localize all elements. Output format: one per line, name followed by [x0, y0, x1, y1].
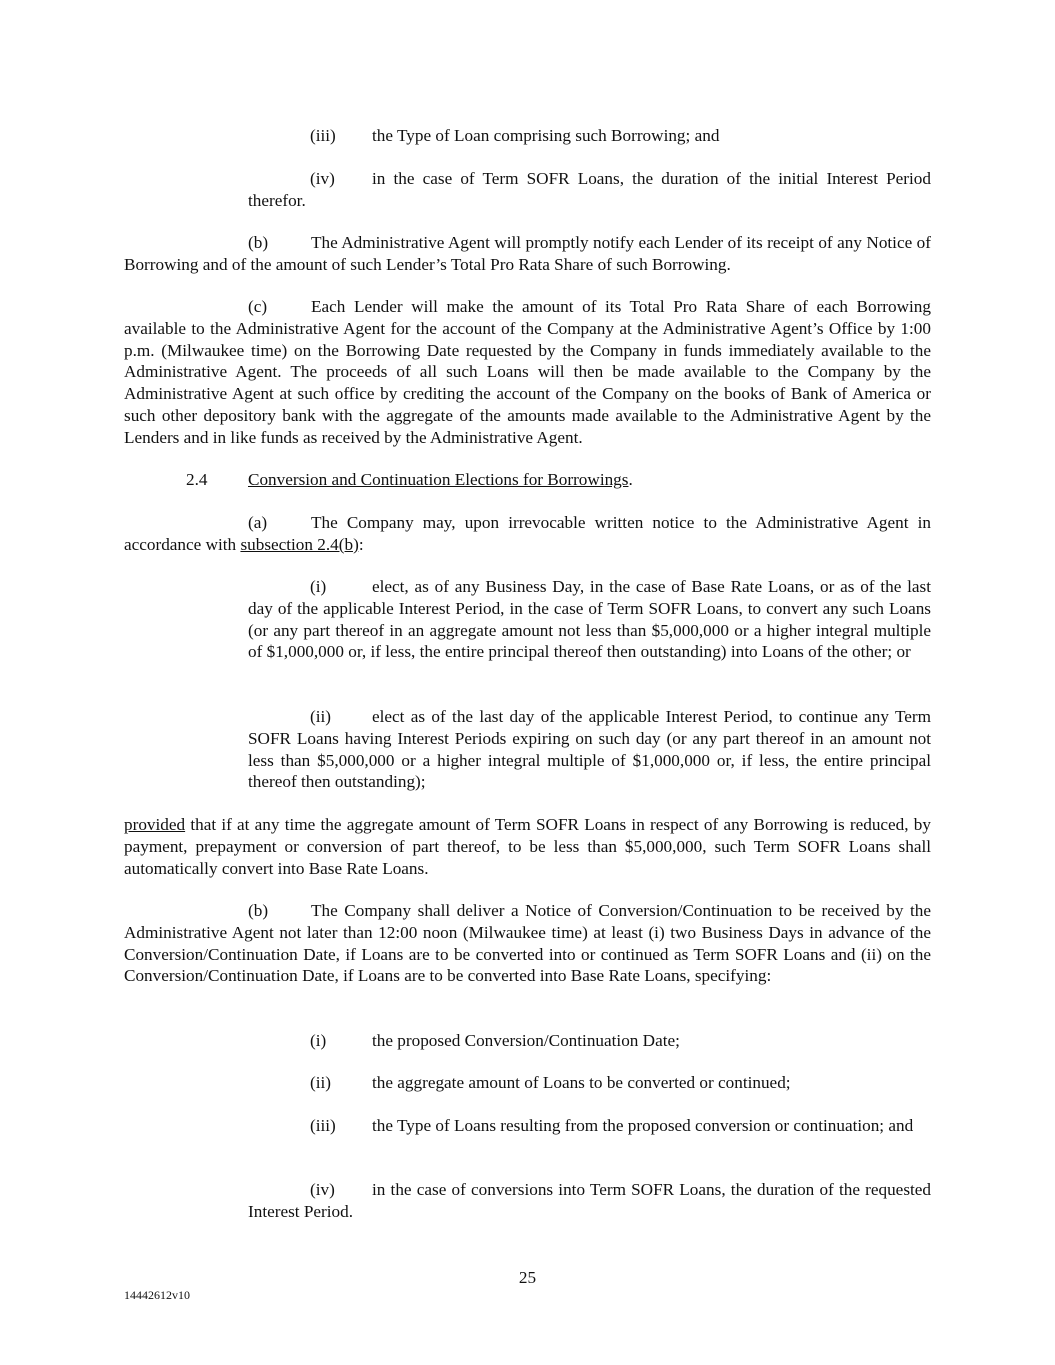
clause-b-notice	[124, 232, 931, 276]
clause-label: (iv)	[310, 169, 335, 188]
proviso-paragraph	[124, 814, 931, 879]
clause-label: (iii)	[310, 1116, 336, 1135]
clause-text: The Administrative Agent will promptly notify each Lender of its receipt of any Notice of Borrowing and of the amount of such Lender’s Total Pro Rata Share of such Borrowing.	[124, 233, 931, 274]
clause-text: The Company may, upon irrevocable written notice to the Administrative Agent in accordance with	[124, 513, 931, 554]
clause-text: elect, as of any Business Day, in the case of Base Rate Loans, or as of the last day of the applicable Interest Period, in the case of Term SOFR Loans, to convert any such Loans (or any part thereof in an aggregate amount not less than $5,000,000 or a higher integral multiple of $1,000,000 or, if less, the entire principal thereof then outstanding) into Loans of the other; or	[248, 577, 931, 662]
page-number: 25	[518, 1268, 537, 1287]
clause-2-4-a-i	[248, 576, 931, 663]
clause-label: (b)	[248, 233, 269, 252]
clause-text: the Type of Loans resulting from the proposed conversion or continuation; and	[372, 1116, 914, 1135]
clause-text: the aggregate amount of Loans to be converted or continued;	[372, 1073, 791, 1092]
clause-2-4-b-i	[248, 1030, 931, 1052]
clause-c-funding	[124, 296, 931, 449]
document-id: 14442612v10	[124, 1288, 190, 1302]
clause-text: the Type of Loan comprising such Borrowing; and	[372, 126, 720, 145]
section-title: Conversion and Continuation Elections for Borrowings	[248, 470, 629, 489]
clause-text: the proposed Conversion/Continuation Date;	[372, 1031, 680, 1050]
clause-label: (a)	[248, 513, 268, 532]
clause-2-4-b-iii	[248, 1115, 931, 1137]
clause-label: (i)	[310, 1031, 327, 1050]
clause-label: (i)	[310, 577, 327, 596]
clause-label: (ii)	[310, 707, 331, 726]
clause-text: The Company shall deliver a Notice of Conversion/Continuation to be received by the Administrative Agent not later than 12:00 noon (Milwaukee time) at least (i) two Business Days in advance of the Conversion/Continuation Date, if Loans are to be converted into or continued as Term SOFR Loans and (ii) on the Conversion/Continuation Date, if Loans are to be converted into Base Rate Loans, specifying:	[124, 901, 931, 986]
clause-text: in the case of Term SOFR Loans, the duration of the initial Interest Period therefor.	[248, 169, 931, 210]
clause-2-4-b-ii	[248, 1072, 931, 1094]
clause-label: (ii)	[310, 1073, 331, 1092]
clause-a-iv	[248, 168, 931, 212]
clause-label: (iii)	[310, 126, 336, 145]
clause-2-4-b-iv	[248, 1179, 931, 1223]
clause-2-4-b	[124, 900, 931, 987]
section-title-period: .	[628, 470, 633, 489]
clause-label: (c)	[248, 297, 268, 316]
proviso-lead: provided	[124, 815, 186, 834]
clause-text: elect as of the last day of the applicable Interest Period, to continue any Term SOFR Loans having Interest Periods expiring on such day (or any part thereof in an amount not less than $5,000,000 or a higher integral multiple of $1,000,000 or, if less, the entire principal thereof then outstanding);	[248, 707, 931, 792]
clause-label: (b)	[248, 901, 269, 920]
cross-reference-link: subsection 2.4(b)	[240, 534, 359, 554]
clause-text: in the case of conversions into Term SOFR Loans, the duration of the requested Interest Period.	[248, 1180, 931, 1221]
proviso-text: that if at any time the aggregate amount of Term SOFR Loans in respect of any Borrowing is reduced, by payment, prepayment or conversion of part thereof, to be less than $5,000,000, such Term SOFR Loans shall automatically convert into Base Rate Loans.	[124, 815, 931, 878]
section-heading-2-4	[124, 469, 931, 491]
clause-text: Each Lender will make the amount of its Total Pro Rata Share of each Borrowing available to the Administrative Agent for the account of the Company at the Administrative Agent’s Office by 1:00 p.m. (Milwaukee time) on the Borrowing Date requested by the Company in funds immediately available to the Administrative Agent. The proceeds of all such Loans will then be made available to the Company by the Administrative Agent at such office by crediting the account of the Company on the books of Bank of America or such other depository bank with the aggregate of the amounts made available to the Administrative Agent by the Lenders and in like funds as received by the Administrative Agent.	[124, 297, 931, 447]
clause-label: (iv)	[310, 1180, 335, 1199]
clause-2-4-a-ii	[248, 706, 931, 793]
clause-2-4-a	[124, 512, 931, 556]
section-number: 2.4	[186, 470, 208, 489]
clause-a-iii	[248, 125, 931, 147]
clause-text-end: :	[358, 534, 364, 554]
